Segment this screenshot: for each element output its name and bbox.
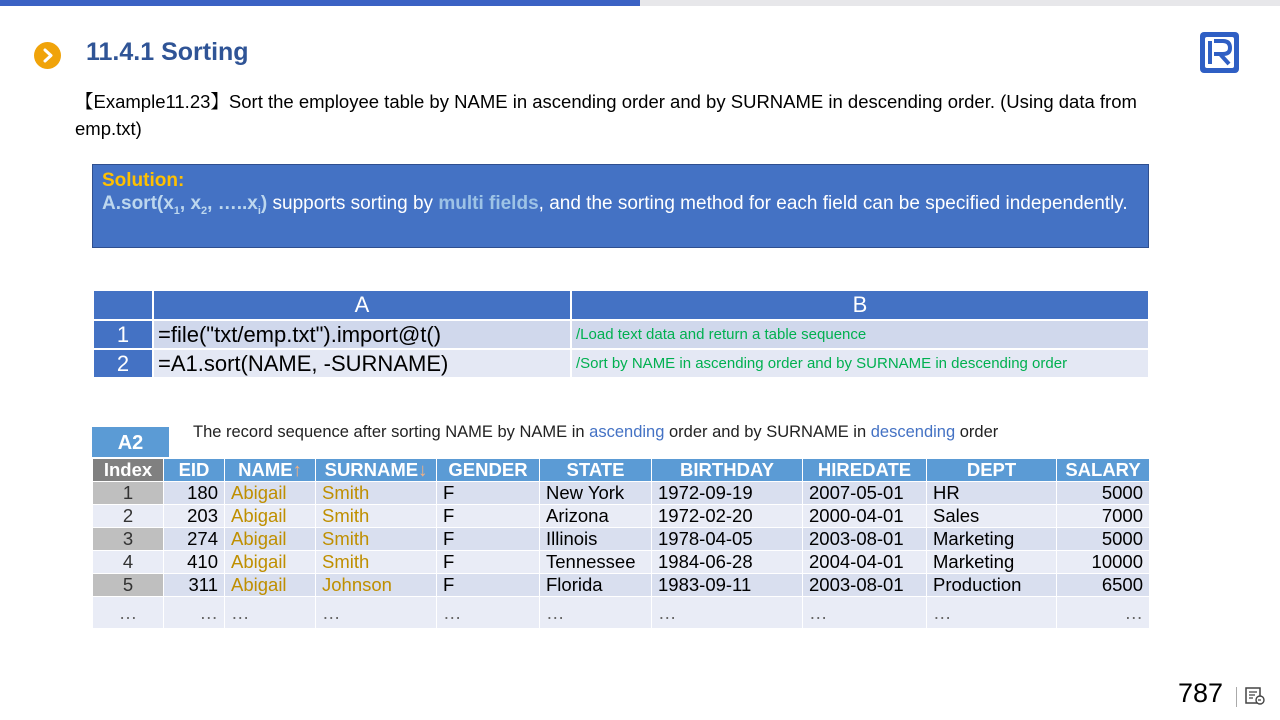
progress-bar-fill [0, 0, 640, 6]
table-row [93, 551, 1150, 574]
cell-hiredate: 2004-04-01 [803, 551, 927, 574]
header-salary: SALARY [1057, 459, 1150, 482]
page-number: 787 [1178, 678, 1224, 708]
cell-eid: 311 [164, 574, 225, 597]
cell-eid: 203 [164, 505, 225, 528]
cell-a2[interactable]: =A1.sort(NAME, -SURNAME) [153, 349, 571, 378]
cell-dept: Marketing [927, 528, 1057, 551]
header-gender: GENDER [437, 459, 540, 482]
cell-name: Abigail [225, 551, 316, 574]
column-header-a[interactable]: A [153, 290, 571, 320]
header-surname: SURNAME↓ [316, 459, 437, 482]
cell-hiredate: 2007-05-01 [803, 482, 927, 505]
cell-state: … [540, 597, 652, 629]
cell-state: Illinois [540, 528, 652, 551]
cell-name: Abigail [225, 505, 316, 528]
cell-index: 2 [93, 505, 164, 528]
code-grid [92, 289, 1150, 379]
result-table [92, 458, 1150, 629]
cell-gender: F [437, 551, 540, 574]
cell-salary: … [1057, 597, 1150, 629]
cell-salary: 10000 [1057, 551, 1150, 574]
table-row [93, 574, 1150, 597]
solution-code: $A.sort(x_1$, $x_2$, $\dots..x_i$) [102, 193, 268, 217]
cell-surname: Smith [316, 551, 437, 574]
cell-hiredate: 2003-08-01 [803, 528, 927, 551]
arrow-up-icon: ↑ [292, 459, 302, 480]
cell-gender: F [437, 574, 540, 597]
cell-index: … [93, 597, 164, 629]
grid-corner [93, 290, 153, 320]
slide-notes-icon[interactable] [1244, 686, 1266, 711]
cell-surname: Johnson [316, 574, 437, 597]
cell-gender: F [437, 505, 540, 528]
header-index: Index [93, 459, 164, 482]
cell-birthday: 1972-02-20 [652, 505, 803, 528]
header-dept: DEPT [927, 459, 1057, 482]
cell-b2[interactable]: /Sort by NAME in ascending order and by SURNAME in descending order [571, 349, 1149, 378]
cell-dept: Production [927, 574, 1057, 597]
cell-name: Abigail [225, 528, 316, 551]
cell-name: Abigail [225, 482, 316, 505]
solution-highlight: multi fields [438, 193, 539, 214]
arrow-down-icon: ↓ [418, 459, 428, 480]
header-state: STATE [540, 459, 652, 482]
result-cell-label: A2 [92, 427, 169, 457]
cell-hiredate: … [803, 597, 927, 629]
solution-box [92, 164, 1149, 248]
cell-salary: 7000 [1057, 505, 1150, 528]
row-number[interactable]: 2 [93, 349, 153, 378]
solution-heading: Solution: [102, 170, 185, 191]
raqsoft-logo-icon [1199, 31, 1240, 74]
cell-surname: Smith [316, 528, 437, 551]
header-birthday: BIRTHDAY [652, 459, 803, 482]
cell-surname: Smith [316, 505, 437, 528]
cell-dept: Sales [927, 505, 1057, 528]
cell-gender: … [437, 597, 540, 629]
cell-eid: … [164, 597, 225, 629]
table-row [93, 528, 1150, 551]
table-row [93, 597, 1150, 629]
cell-state: New York [540, 482, 652, 505]
cell-gender: F [437, 482, 540, 505]
cell-gender: F [437, 528, 540, 551]
cell-state: Tennessee [540, 551, 652, 574]
cell-surname: … [316, 597, 437, 629]
table-row [93, 505, 1150, 528]
cell-name: Abigail [225, 574, 316, 597]
cell-index: 1 [93, 482, 164, 505]
cell-salary: 6500 [1057, 574, 1150, 597]
cell-dept: HR [927, 482, 1057, 505]
cell-eid: 274 [164, 528, 225, 551]
cell-a1[interactable]: =file("txt/emp.txt").import@t() [153, 320, 571, 349]
cell-index: 5 [93, 574, 164, 597]
cell-birthday: 1978-04-05 [652, 528, 803, 551]
cell-birthday: 1984-06-28 [652, 551, 803, 574]
example-description: 【Example11.23】Sort the employee table by NAME in ascending order and by SURNAME in descending order. (Using data from emp.txt) [75, 91, 1137, 139]
cell-state: Florida [540, 574, 652, 597]
cell-birthday: … [652, 597, 803, 629]
cell-index: 4 [93, 551, 164, 574]
header-eid: EID [164, 459, 225, 482]
column-header-b[interactable]: B [571, 290, 1149, 320]
cell-dept: … [927, 597, 1057, 629]
cell-hiredate: 2003-08-01 [803, 574, 927, 597]
solution-text-end: , and the sorting method for each field can be specified independently. [538, 193, 1128, 214]
cell-eid: 410 [164, 551, 225, 574]
result-caption: The record sequence after sorting NAME by NAME in ascending order and by SURNAME in descending order [193, 423, 999, 441]
table-row [93, 482, 1150, 505]
solution-text: supports sorting by [267, 193, 439, 214]
cell-state: Arizona [540, 505, 652, 528]
header-name: NAME↑ [225, 459, 316, 482]
row-number[interactable]: 1 [93, 320, 153, 349]
header-hiredate: HIREDATE [803, 459, 927, 482]
cell-b1[interactable]: /Load text data and return a table sequence [571, 320, 1149, 349]
cell-hiredate: 2000-04-01 [803, 505, 927, 528]
cell-eid: 180 [164, 482, 225, 505]
chevron-right-icon [34, 42, 61, 69]
cell-birthday: 1983-09-11 [652, 574, 803, 597]
footer-divider [1236, 687, 1237, 707]
cell-salary: 5000 [1057, 482, 1150, 505]
cell-dept: Marketing [927, 551, 1057, 574]
cell-index: 3 [93, 528, 164, 551]
cell-surname: Smith [316, 482, 437, 505]
page-title: 11.4.1 Sorting [86, 38, 249, 66]
cell-name: … [225, 597, 316, 629]
cell-birthday: 1972-09-19 [652, 482, 803, 505]
cell-salary: 5000 [1057, 528, 1150, 551]
